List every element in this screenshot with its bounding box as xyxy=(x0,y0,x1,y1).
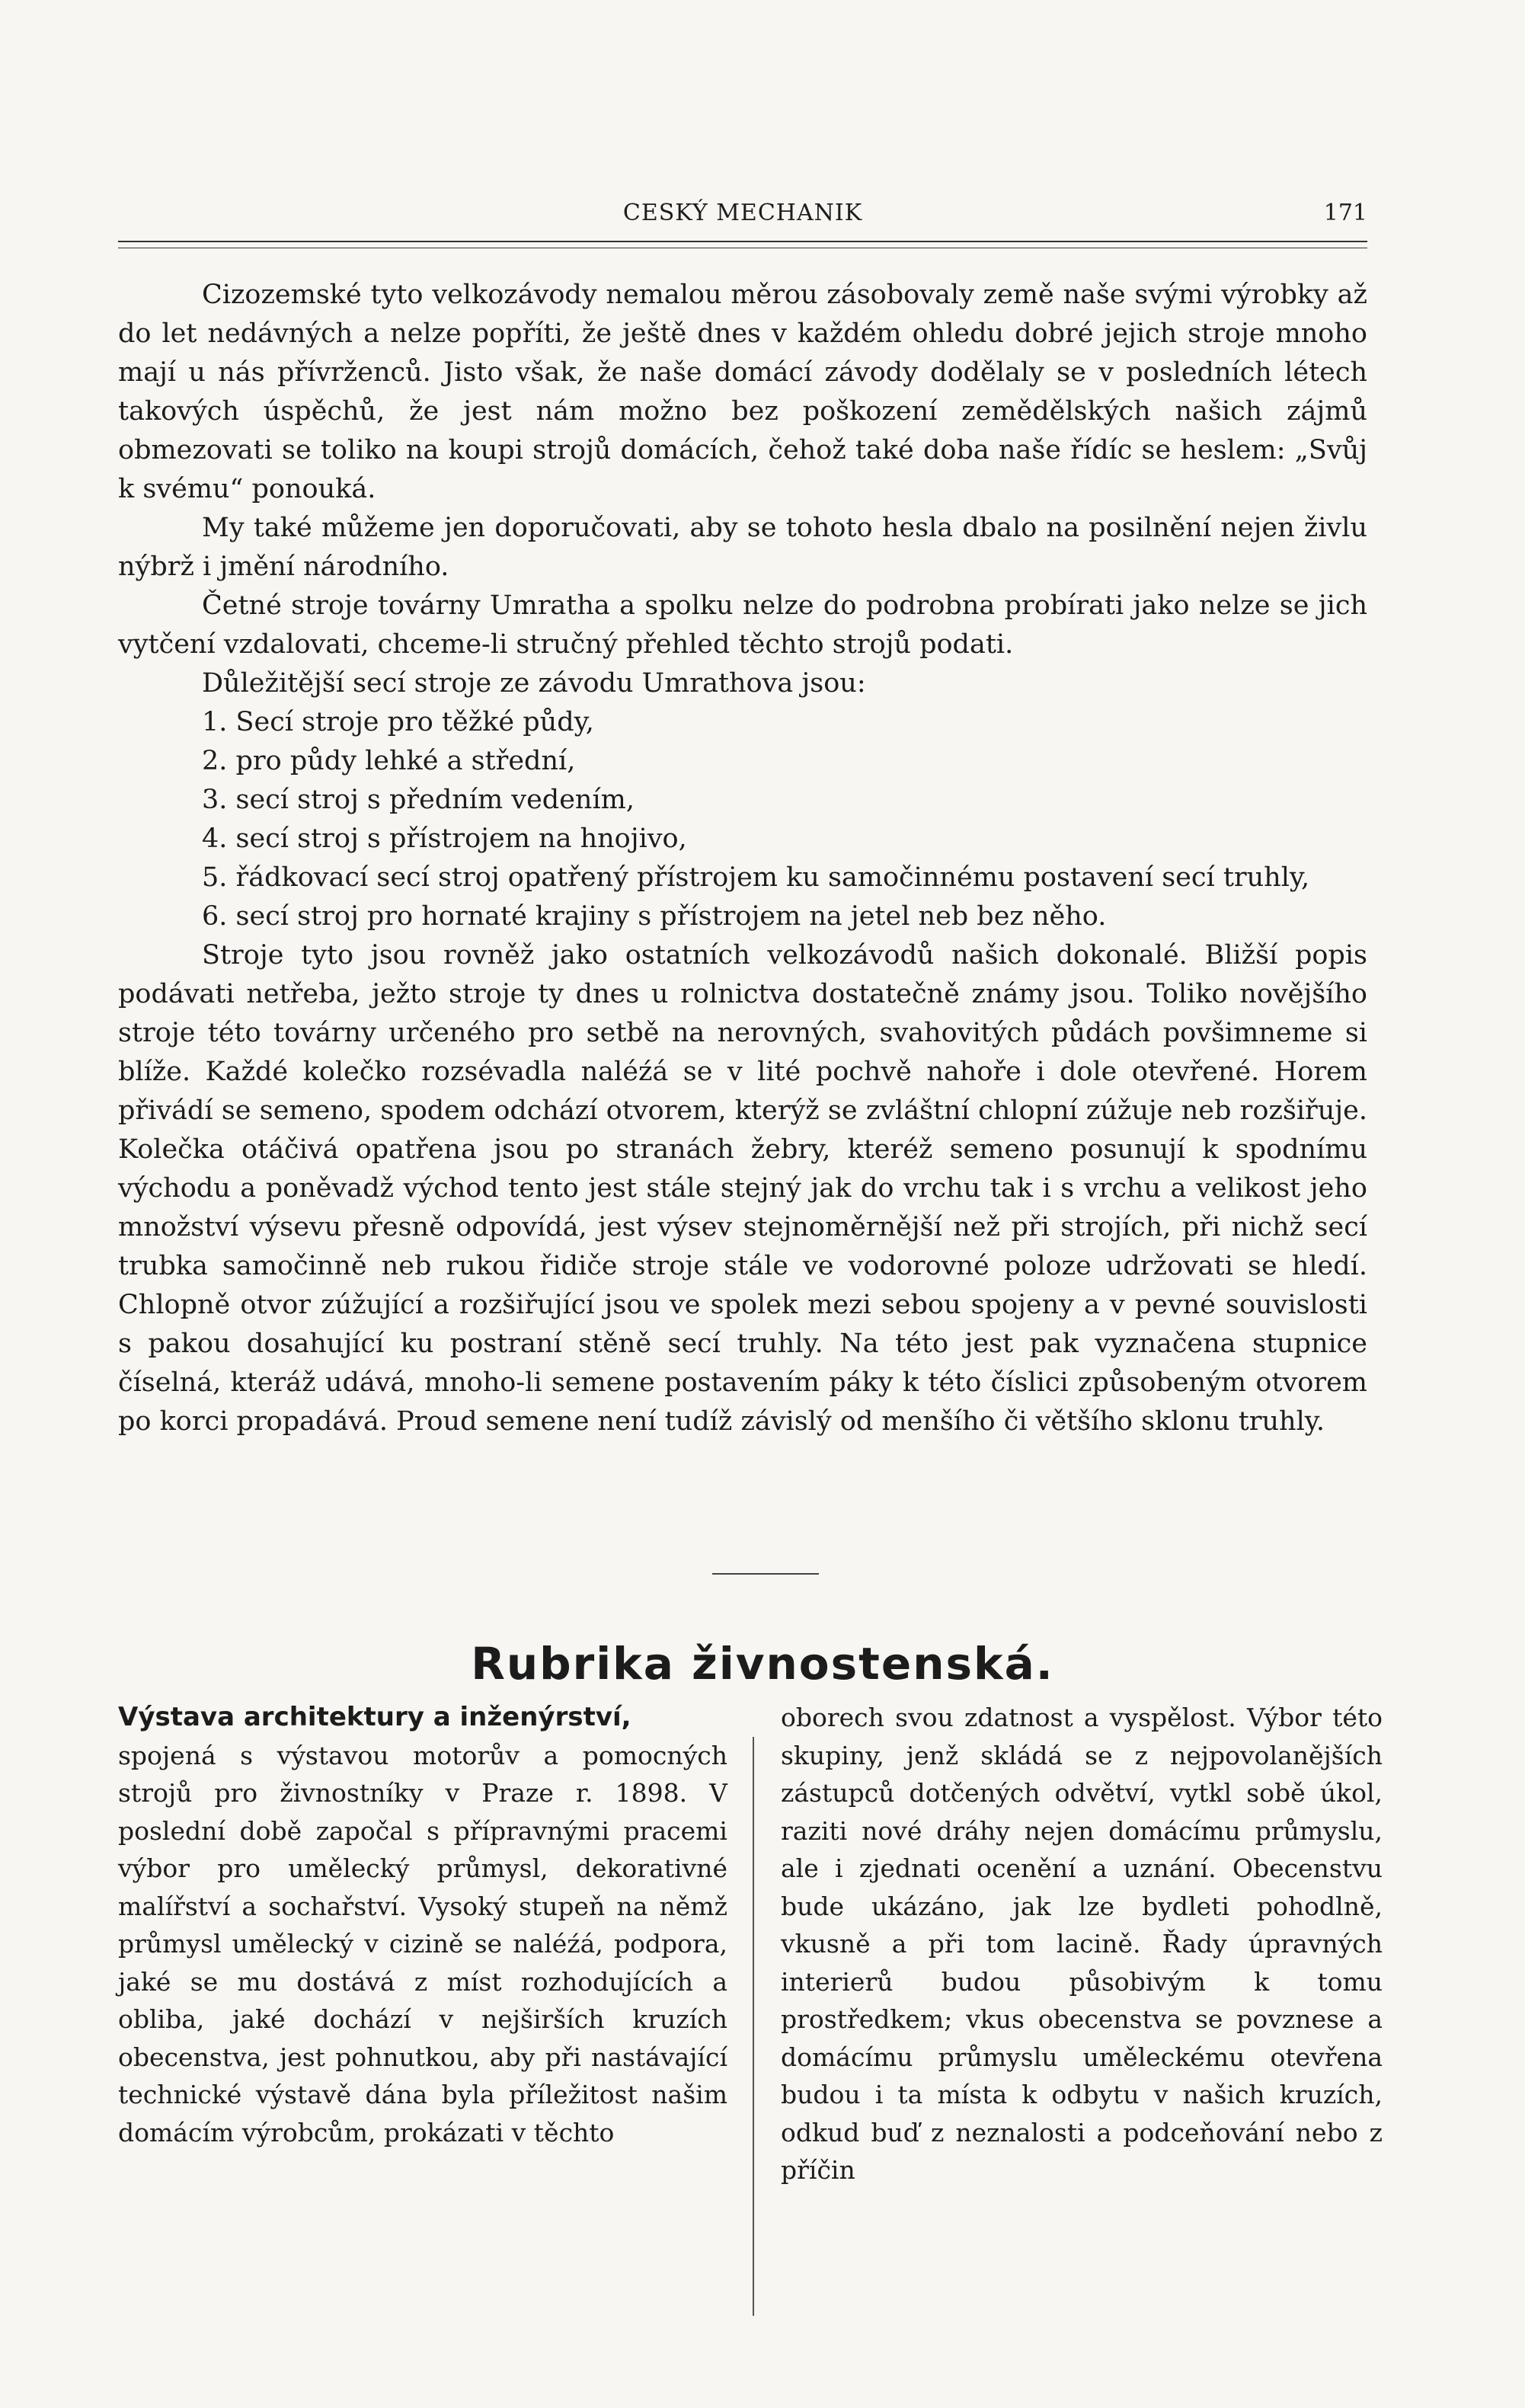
article-body xyxy=(118,276,1367,1441)
list-item: 6. secí stroj pro hornaté krajiny s přístrojem na jetel neb bez něho. xyxy=(202,901,1107,932)
running-title: CESKÝ MECHANIK xyxy=(622,200,863,226)
page-number: 171 xyxy=(1323,200,1367,226)
list-item: 3. secí stroj s předním vedením, xyxy=(202,785,635,815)
column-divider xyxy=(753,1737,754,2316)
list-item: 2. pro půdy lehké a střední, xyxy=(202,746,576,776)
header-rule xyxy=(118,241,1367,248)
left-column xyxy=(118,1699,727,2151)
section-separator xyxy=(712,1573,819,1575)
column-text: oborech svou zdatnost a vyspělost. Výbor této skupiny, jenž skládá se z nejpovolanějších zástupců dotčených odvětví, vytkl sobě úkol, raziti nové dráhy nejen domácímu průmyslu, ale i zjednati ocenění a uznání. Obecenstvu bude ukázáno, jak lze bydleti pohodlně, vkusně a při tom lacině. Řady úpravných interierů budou působivým k tomu prostředkem; vkus obecenstva se povznese a domácímu průmyslu uměleckému otevřena budou i ta místa k odbytu v našich kruzích, odkud buď z neznalosti a podceňování nebo z příčin xyxy=(781,1703,1383,2185)
page-header xyxy=(118,200,1367,238)
list-item: 1. Secí stroje pro těžké půdy, xyxy=(202,707,594,737)
list-item: 4. secí stroj s přístrojem na hnojivo, xyxy=(202,823,687,854)
paragraph: Cizozemské tyto velkozávody nemalou měrou zásobovaly země naše svými výrobky až do let nedávných a nelze popříti, že ještě dnes v každém ohledu dobré jejich stroje mnoho mají u nás přívrženců. Jisto však, že naše domácí závody dodělaly se v posledních létech takových úspěchů, že jest nám možno bez poškození zemědělských našich zájmů obmezovati se toliko na koupi strojů domácích, čehož také doba naše řídíc se heslem: „Svůj k svému“ ponouká. xyxy=(118,280,1367,504)
right-column xyxy=(781,1699,1383,2189)
paragraph: Četné stroje továrny Umratha a spolku nelze do podrobna probírati jako nelze se jich vytčení vzdalovati, chceme-li stručný přehled těchto strojů podati. xyxy=(118,590,1367,660)
paragraph: Stroje tyto jsou rovněž jako ostatních velkozávodů našich dokonalé. Bližší popis podávati netřeba, ježto stroje ty dnes u rolnictva dostatečně známy jsou. Toliko novějšího stroje této továrny určeného pro setbě na nerovných, svahovitých půdách povšimneme si blíže. Každé kolečko rozsévadla naléźá se v lité pochvě nahoře i dole otevřené. Horem přivádí se semeno, spodem odchází otvorem, kterýž se zvláštní chlopní zúžuje neb rozšiřuje. Kolečka otáčivá opatřena jsou po stranách žebry, kteréž semeno posunují k spodnímu východu a poněvadž východ tento jest stále stejný jak do vrchu tak i s vrchu a velikost jeho množství výsevu přesně odpovídá, jest výsev stejnoměrnější než při strojích, při nichž secí trubka samočinně neb rukou řidiče stroje stále ve vodorovné poloze udržovati se hledí. Chlopně otvor zúžující a rozšiřující jsou ve spolek mezi sebou spojeny a v pevné souvislosti s pakou dosahující ku postraní stěně secí truhly. Na této jest pak vyznačena stupnice číselná, kteráž udává, mnoho-li semene postavením páky k této číslici způsobeným otvorem po korci propadává. Proud semene není tudíž závislý od menšího či většího sklonu truhly. xyxy=(118,940,1367,1437)
paragraph: Důležitější secí stroje ze závodu Umrathova jsou: xyxy=(202,668,866,699)
paragraph: My také můžeme jen doporučovati, aby se tohoto hesla dbalo na posilnění nejen živlu nýbrž i jmění národního. xyxy=(118,513,1367,582)
list-item: 5. řádkovací secí stroj opatřený přístrojem ku samočinnému postavení secí truhly, xyxy=(202,862,1310,893)
column-heading: Výstava architektury a inženýrství, xyxy=(118,1702,631,1732)
section-title: Rubrika živnostenská. xyxy=(471,1638,1054,1690)
column-text: spojená s výstavou motorův a pomocných strojů pro živnostníky v Praze r. 1898. V poslední době započal s přípravnými pracemi výbor pro umělecký průmysl, dekorativné malířství a sochařství. Vysoký stupeň na němž průmysl umělecký v cizině se naléźá, podpora, jaké se mu dostává z míst rozhodujících a obliba, jaké dochází v nejširších kruzích obecenstva, jest pohnutkou, aby při nastávající technické výstavě dána byla příležitost našim domácím výrobcům, prokázati v těchto xyxy=(118,1740,727,2147)
